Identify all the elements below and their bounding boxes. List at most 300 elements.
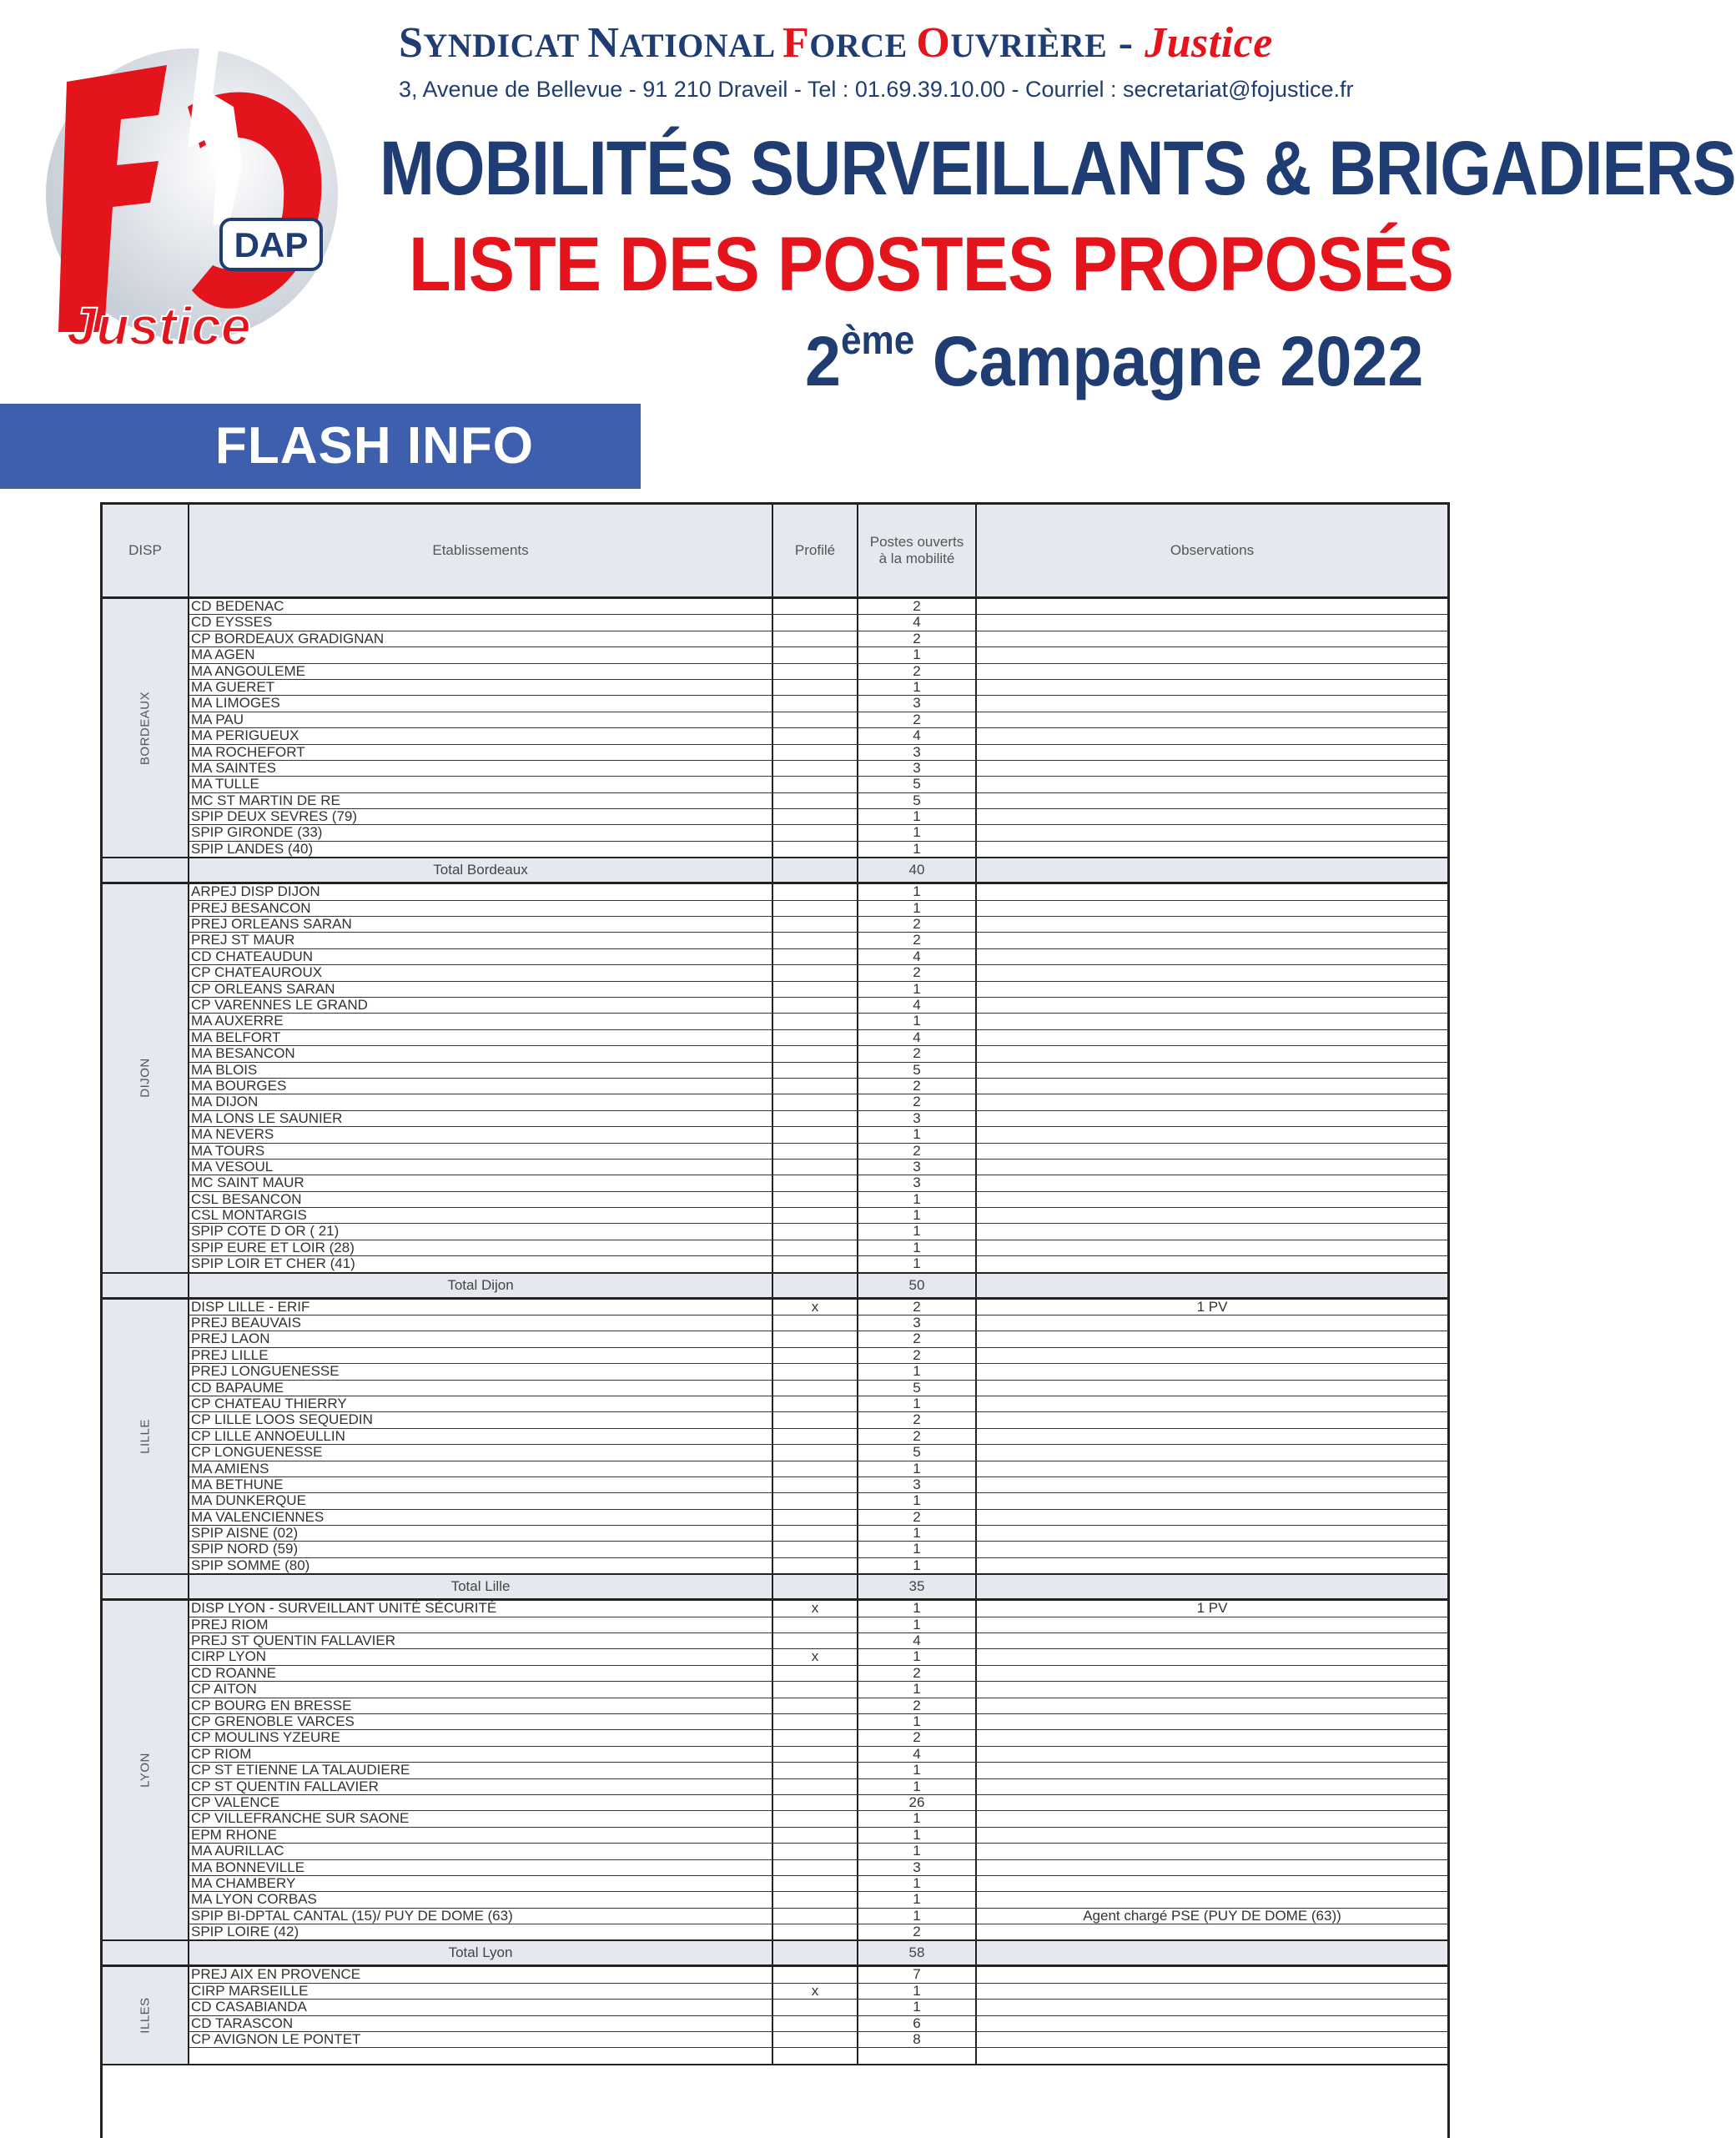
postes-cell: 5: [913, 792, 921, 808]
observation-cell: [977, 1208, 1447, 1223]
total-label: Total Lille: [450, 1578, 511, 1595]
table-row: [189, 1542, 1447, 1557]
profile-cell: [773, 1046, 857, 1061]
observation-cell: [977, 777, 1447, 792]
table-row: [189, 842, 1447, 857]
table-row: [189, 1909, 1447, 1924]
title-main: MOBILITÉS SURVEILLANTS & BRIGADIERS: [380, 126, 1736, 211]
postes-cell: [858, 2048, 975, 2063]
total-label: Total Bordeaux: [433, 862, 528, 878]
table-row: [189, 949, 1447, 965]
profile-cell: [773, 1876, 857, 1891]
table-row: [189, 1315, 1447, 1331]
profile-cell: [773, 1730, 857, 1745]
postes-cell: 2: [913, 1142, 921, 1159]
postes-cell: 4: [913, 1745, 921, 1762]
postes-cell: 1: [913, 1999, 921, 2015]
table-row: [189, 1160, 1447, 1175]
observation-cell: [977, 1127, 1447, 1142]
table-row: [189, 825, 1447, 841]
etablissement-cell: CP AVIGNON LE PONTET: [191, 2031, 361, 2048]
postes-cell: 1: [913, 1492, 921, 1509]
observation-cell: [977, 1876, 1447, 1891]
postes-cell: 1: [913, 1223, 921, 1240]
profile-cell: [773, 2032, 857, 2047]
profile-cell: x: [811, 1982, 819, 1999]
etablissement-cell: MA NEVERS: [191, 1126, 274, 1143]
postes-cell: 1: [913, 1616, 921, 1632]
profile-cell: [773, 1111, 857, 1126]
etablissement-cell: CP VALENCE: [191, 1793, 280, 1810]
observation-cell: [977, 1828, 1447, 1843]
observation-cell: [977, 1331, 1447, 1346]
profile-cell: [773, 1381, 857, 1396]
etablissement-cell: PREJ BESANCON: [191, 899, 311, 916]
postes-cell: 1: [913, 1541, 921, 1557]
observation-cell: [977, 1924, 1447, 1939]
etablissement-cell: MA BETHUNE: [191, 1476, 284, 1492]
profile-cell: [773, 1967, 857, 1982]
postes-cell: 2: [913, 598, 921, 614]
table-row: [189, 1493, 1447, 1509]
profile-cell: [773, 712, 857, 727]
table-row: [189, 1175, 1447, 1191]
etablissement-cell: SPIP LOIRE (42): [191, 1924, 299, 1940]
profile-cell: [773, 793, 857, 808]
observation-cell: [977, 1396, 1447, 1411]
observation-cell: [977, 1063, 1447, 1078]
table-row: [189, 2000, 1447, 2015]
profile-cell: [773, 745, 857, 760]
observation-cell: [977, 664, 1447, 679]
postes-cell: 2: [913, 711, 921, 727]
profile-cell: [773, 2048, 857, 2063]
total-label: Total Dijon: [447, 1276, 514, 1293]
profile-cell: [773, 1315, 857, 1331]
table-row: [189, 1412, 1447, 1428]
table-row: [189, 761, 1447, 777]
fo-justice-logo: [33, 15, 342, 365]
profile-cell: [773, 1510, 857, 1525]
observation-cell: [977, 793, 1447, 808]
etablissement-cell: CP GRENOBLE VARCES: [191, 1713, 355, 1729]
profile-cell: [773, 761, 857, 776]
table-row: [189, 1224, 1447, 1240]
etablissement-cell: CD ROANNE: [191, 1664, 277, 1681]
table-row: [189, 1348, 1447, 1364]
observation-cell: [977, 1364, 1447, 1379]
etablissement-cell: CP BORDEAUX GRADIGNAN: [191, 630, 385, 646]
etablissement-cell: SPIP AISNE (02): [191, 1525, 299, 1542]
postes-cell: 1: [913, 646, 921, 663]
table-row: [189, 1526, 1447, 1542]
profile-cell: [773, 599, 857, 614]
table-row: [189, 2032, 1447, 2048]
observation-cell: [977, 2016, 1447, 2031]
postes-cell: 1: [913, 883, 921, 900]
profile-cell: [773, 1526, 857, 1541]
table-row: [189, 1046, 1447, 1062]
etablissement-cell: SPIP SOMME (80): [191, 1557, 310, 1573]
etablissement-cell: PREJ LAON: [191, 1331, 270, 1347]
observation-cell: [977, 884, 1447, 899]
svg-text:FO: FO: [33, 15, 35, 16]
observation-cell: [977, 1256, 1447, 1271]
observation-cell: [977, 1381, 1447, 1396]
total-value: 58: [908, 1944, 925, 1961]
profile-cell: [773, 1747, 857, 1762]
etablissement-cell: CP ST ETIENNE LA TALAUDIERE: [191, 1762, 410, 1778]
observation-cell: [977, 1094, 1447, 1109]
postes-cell: 5: [913, 776, 921, 792]
postes-cell: 2: [913, 1045, 921, 1062]
observation-cell: [977, 1014, 1447, 1029]
postes-cell: 1: [913, 1255, 921, 1272]
observation-cell: [977, 1892, 1447, 1907]
postes-cell: 2: [913, 1924, 921, 1940]
profile-cell: [773, 1079, 857, 1094]
observation-cell: [977, 1348, 1447, 1363]
etablissement-cell: SPIP LOIR ET CHER (41): [191, 1255, 355, 1272]
etablissement-cell: CP VILLEFRANCHE SUR SAONE: [191, 1810, 410, 1827]
etablissement-cell: EPM RHONE: [191, 1826, 277, 1843]
etablissement-cell: CP LILLE LOOS SEQUEDIN: [191, 1411, 373, 1428]
etablissement-cell: PREJ BEAUVAIS: [191, 1315, 301, 1331]
observation-cell: [977, 647, 1447, 662]
etablissement-cell: MA CHAMBERY: [191, 1874, 296, 1891]
etablissement-cell: MA LONS LE SAUNIER: [191, 1109, 343, 1126]
table-row: [189, 647, 1447, 663]
etablissement-cell: MA AURILLAC: [191, 1843, 284, 1859]
profile-cell: [773, 1795, 857, 1810]
profile-cell: [773, 1412, 857, 1427]
etablissement-cell: SPIP DEUX SEVRES (79): [191, 808, 358, 825]
table-row: [189, 2048, 1447, 2063]
profile-cell: [773, 647, 857, 662]
profile-cell: [773, 1445, 857, 1460]
postes-cell: 3: [913, 743, 921, 760]
postes-cell: 2: [913, 630, 921, 646]
etablissement-cell: CP RIOM: [191, 1745, 252, 1762]
etablissement-cell: CP BOURG EN BRESSE: [191, 1697, 352, 1713]
observation-cell: [977, 1160, 1447, 1175]
profile-cell: [773, 2000, 857, 2015]
disp-block-bordeaux: [103, 599, 1447, 858]
etablissement-cell: MA AUXERRE: [191, 1013, 284, 1029]
col-disp: DISP: [128, 542, 162, 558]
observation-cell: [977, 1445, 1447, 1460]
observation-cell: [977, 1192, 1447, 1207]
disp-cell: [103, 1967, 189, 2063]
observation-cell: [977, 1649, 1447, 1664]
profile-cell: [773, 1063, 857, 1078]
profile-cell: [773, 1542, 857, 1557]
observation-cell: [977, 1526, 1447, 1541]
postes-cell: 2: [913, 1729, 921, 1746]
postes-cell: 8: [913, 2031, 921, 2048]
profile-cell: [773, 1633, 857, 1648]
table-row: [189, 1924, 1447, 1939]
postes-cell: 1: [913, 1874, 921, 1891]
postes-cell: 5: [913, 1444, 921, 1461]
observation-cell: [977, 1984, 1447, 1999]
postes-cell: 26: [908, 1793, 925, 1810]
postes-cell: 2: [913, 1411, 921, 1428]
profile-cell: [773, 884, 857, 899]
table-row: [189, 1558, 1447, 1573]
etablissement-cell: [191, 2048, 772, 2063]
profile-cell: [773, 1461, 857, 1476]
table-row: [189, 745, 1447, 761]
observation-cell: [977, 1412, 1447, 1427]
profile-cell: [773, 1030, 857, 1045]
observation-cell: [977, 1967, 1447, 1982]
profile-cell: [773, 1192, 857, 1207]
postes-cell: 1: [913, 1126, 921, 1143]
disp-cell: [103, 1300, 189, 1574]
observation-cell: [977, 1429, 1447, 1444]
disp-block-dijon: [103, 884, 1447, 1273]
table-row: [189, 1714, 1447, 1730]
postes-cell: 5: [913, 1379, 921, 1396]
profile-cell: [773, 664, 857, 679]
postes-cell: 3: [913, 1109, 921, 1126]
table-row: [189, 1192, 1447, 1208]
table-row: [189, 599, 1447, 615]
observation-cell: [977, 680, 1447, 695]
profile-cell: [773, 1224, 857, 1239]
postes-cell: 3: [913, 695, 921, 712]
table-row: [189, 1445, 1447, 1461]
etablissement-cell: CSL MONTARGIS: [191, 1207, 307, 1224]
observation-cell: [977, 1666, 1447, 1681]
observation-cell: [977, 712, 1447, 727]
etablissement-cell: CIRP LYON: [191, 1648, 267, 1665]
observation-cell: [977, 1779, 1447, 1794]
profile-cell: [773, 1666, 857, 1681]
etablissement-cell: MA BOURGES: [191, 1077, 287, 1094]
table-row: [189, 1030, 1447, 1046]
postes-cell: 1: [913, 1810, 921, 1827]
profile-cell: [773, 2016, 857, 2031]
profile-cell: [773, 1477, 857, 1492]
etablissement-cell: MA LIMOGES: [191, 695, 280, 712]
table-row: [189, 1795, 1447, 1811]
etablissement-cell: PREJ ST QUENTIN FALLAVIER: [191, 1632, 395, 1649]
profile-cell: [773, 949, 857, 964]
etablissement-cell: CSL BESANCON: [191, 1190, 302, 1207]
postes-cell: 1: [913, 1525, 921, 1542]
disp-label: LILLE: [138, 1419, 153, 1454]
observation-cell: [977, 1510, 1447, 1525]
disp-label: DIJON: [138, 1058, 153, 1099]
observation-cell: [977, 1461, 1447, 1476]
etablissement-cell: CP CHATEAU THIERRY: [191, 1395, 347, 1411]
profile-cell: [773, 1127, 857, 1142]
postes-cell: 1: [913, 1460, 921, 1476]
postes-cell: 3: [913, 1476, 921, 1492]
observation-cell: [977, 1730, 1447, 1745]
table-row: [189, 917, 1447, 933]
etablissement-cell: PREJ LILLE: [191, 1346, 269, 1363]
postes-cell: 1: [913, 808, 921, 825]
etablissement-cell: CP AITON: [191, 1681, 257, 1698]
etablissement-cell: MA PAU: [191, 711, 244, 727]
table-row: [189, 1300, 1447, 1315]
etablissement-cell: ARPEJ DISP DIJON: [191, 883, 320, 900]
table-row: [189, 1649, 1447, 1665]
postes-cell: 2: [913, 1298, 921, 1315]
table-row: [189, 901, 1447, 917]
total-row: [103, 1575, 1447, 1601]
profile-cell: [773, 680, 857, 695]
profile-cell: [773, 1698, 857, 1713]
observation-cell: [977, 631, 1447, 646]
postes-cell: 1: [913, 1395, 921, 1411]
table-row: [189, 1208, 1447, 1224]
table-row: [189, 1984, 1447, 2000]
postes-cell: 5: [913, 1061, 921, 1078]
table-row: [189, 728, 1447, 744]
etablissement-cell: CD CASABIANDA: [191, 1999, 307, 2015]
profile-cell: [773, 933, 857, 948]
profile-cell: [773, 1617, 857, 1632]
table-row: [189, 1094, 1447, 1110]
postes-cell: 3: [913, 759, 921, 776]
observation-cell: [977, 982, 1447, 997]
flash-info-banner: FLASH INFO: [0, 404, 641, 489]
etablissement-cell: DISP LYON - SURVEILLANT UNITÉ SÉCURITÉ: [191, 1600, 497, 1617]
observation-cell: [977, 825, 1447, 840]
observation-cell: [977, 1698, 1447, 1713]
profile-cell: [773, 1558, 857, 1573]
observation-cell: [977, 2000, 1447, 2015]
table-row: [189, 1811, 1447, 1827]
table-row: [189, 982, 1447, 998]
col-observations: Observations: [1170, 542, 1255, 558]
postes-cell: 1: [913, 1557, 921, 1573]
profile-cell: [773, 1811, 857, 1826]
postes-cell: 1: [913, 1891, 921, 1908]
profile-cell: [773, 1348, 857, 1363]
observation-cell: [977, 745, 1447, 760]
profile-cell: [773, 965, 857, 980]
postes-cell: 2: [913, 1331, 921, 1347]
etablissement-cell: SPIP NORD (59): [191, 1541, 299, 1557]
profile-cell: [773, 1160, 857, 1175]
postes-cell: 1: [913, 678, 921, 695]
etablissement-cell: CP LONGUENESSE: [191, 1444, 323, 1461]
postes-cell: 1: [913, 1826, 921, 1843]
profile-cell: [773, 1909, 857, 1924]
etablissement-cell: MA ANGOULEME: [191, 662, 305, 679]
postes-cell: 1: [913, 1600, 921, 1617]
observation-cell: [977, 1477, 1447, 1492]
profile-cell: [773, 1364, 857, 1379]
disp-block-lille: [103, 1300, 1447, 1576]
title-campaign: 2ème Campagne 2022: [805, 319, 1424, 400]
postes-cell: 7: [913, 1966, 921, 1983]
table-row: [189, 1127, 1447, 1143]
observation-cell: [977, 1046, 1447, 1061]
table-row: [189, 1967, 1447, 1983]
postes-cell: 4: [913, 614, 921, 631]
observation-cell: [977, 1144, 1447, 1159]
table-row: [189, 1682, 1447, 1698]
table-row: [189, 631, 1447, 647]
etablissement-cell: MA DUNKERQUE: [191, 1492, 306, 1509]
profile-cell: [773, 1094, 857, 1109]
observation-cell: [977, 1714, 1447, 1729]
observation-cell: [977, 1747, 1447, 1762]
profile-cell: [773, 982, 857, 997]
profile-cell: [773, 1493, 857, 1508]
table-row: [189, 1860, 1447, 1876]
etablissement-cell: CP LILLE ANNOEULLIN: [191, 1427, 345, 1444]
profile-cell: [773, 1714, 857, 1729]
etablissement-cell: CD CHATEAUDUN: [191, 948, 314, 964]
observation-cell: [977, 1558, 1447, 1573]
profile-cell: x: [811, 1298, 819, 1315]
postes-cell: 4: [913, 727, 921, 744]
postes-cell: 1: [913, 1239, 921, 1255]
table-row: [189, 1256, 1447, 1271]
observation-cell: [977, 1079, 1447, 1094]
etablissement-cell: DISP LILLE - ERIF: [191, 1298, 310, 1315]
etablissement-cell: MC SAINT MAUR: [191, 1175, 304, 1191]
postes-cell: 2: [913, 1664, 921, 1681]
etablissement-cell: PREJ AIX EN PROVENCE: [191, 1966, 361, 1983]
observation-cell: 1 PV: [1196, 1600, 1228, 1617]
postes-cell: 1: [913, 824, 921, 841]
etablissement-cell: MA ROCHEFORT: [191, 743, 305, 760]
observation-cell: [977, 998, 1447, 1013]
postes-cell: 4: [913, 948, 921, 964]
disp-cell: [103, 599, 189, 857]
etablissement-cell: MA AGEN: [191, 646, 255, 663]
etablissement-cell: MA LYON CORBAS: [191, 1891, 317, 1908]
observation-cell: [977, 615, 1447, 630]
table-body: [103, 599, 1447, 2065]
profile-cell: [773, 809, 857, 824]
etablissement-cell: MC ST MARTIN DE RE: [191, 792, 340, 808]
etablissement-cell: MA BONNEVILLE: [191, 1859, 305, 1875]
observation-cell: [977, 965, 1447, 980]
table-row: [189, 1730, 1447, 1746]
profile-cell: [773, 1144, 857, 1159]
total-value: 40: [908, 862, 925, 878]
table-row: [189, 933, 1447, 948]
address: 3, Avenue de Bellevue - 91 210 Draveil - Tel : 01.69.39.10.00 - Courriel : secretariat@fojustice.fr: [399, 77, 1354, 102]
observation-cell: [977, 696, 1447, 711]
profile-cell: x: [811, 1600, 819, 1617]
postes-cell: 6: [913, 2015, 921, 2031]
table-row: [189, 1477, 1447, 1493]
postes-cell: 1: [913, 1713, 921, 1729]
table-row: [189, 1779, 1447, 1795]
table-row: [189, 1892, 1447, 1908]
etablissement-cell: CD TARASCON: [191, 2015, 294, 2031]
table-row: [189, 1601, 1447, 1617]
profile-cell: [773, 1396, 857, 1411]
title-list: LISTE DES POSTES PROPOSÉS: [409, 222, 1454, 307]
table-row: [189, 2016, 1447, 2032]
observation-cell: [977, 1860, 1447, 1875]
profile-cell: [773, 1828, 857, 1843]
observation-cell: [977, 1617, 1447, 1632]
org-name: SYNDICAT NATIONAL FORCE OUVRIÈRE - Justice: [399, 19, 1273, 67]
profile-cell: [773, 1682, 857, 1697]
